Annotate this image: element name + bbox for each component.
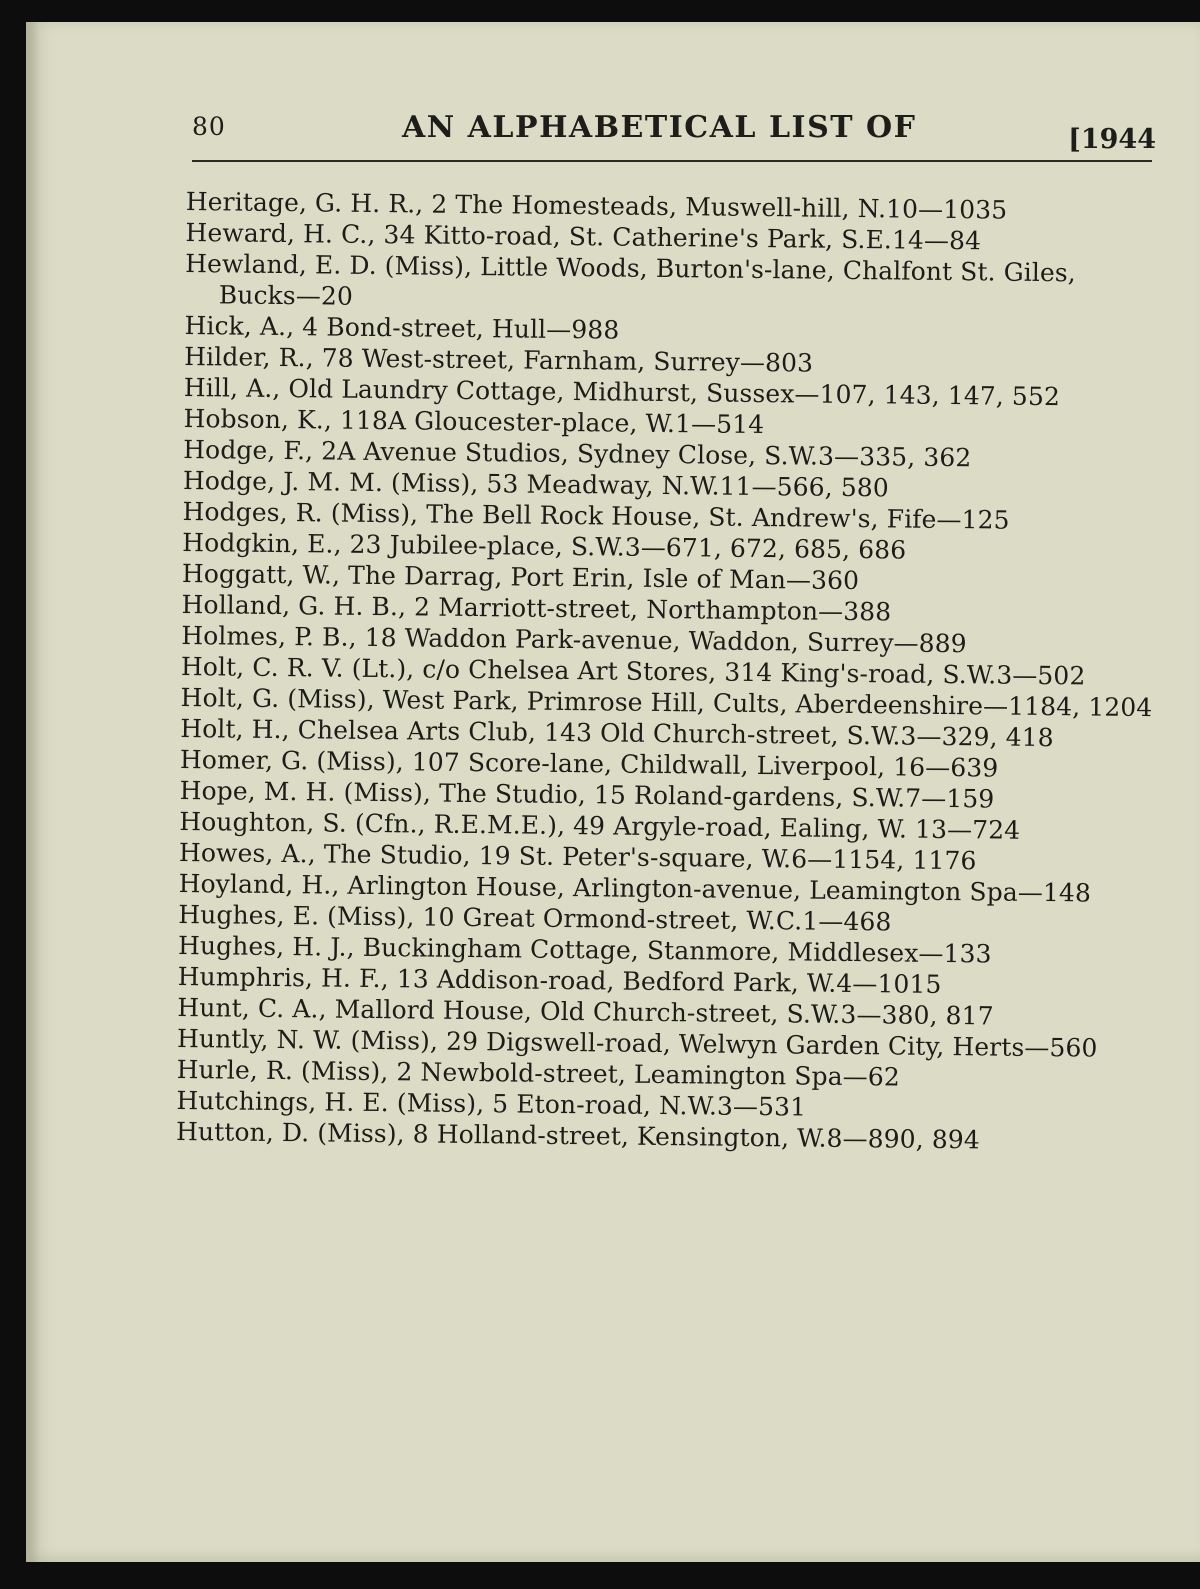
list-entry: Holland, G. H. B., 2 Marriott-street, Northampton—388 (181, 589, 892, 627)
list-entry: Hutchings, H. E. (Miss), 5 Eton-road, N.W.3—531 (176, 1085, 807, 1122)
header-rule (192, 160, 1152, 162)
list-entry: Holt, C. R. V. (Lt.), c/o Chelsea Art Stores, 314 King's-road, S.W.3—502 (180, 651, 1086, 691)
page-header (192, 108, 1158, 160)
list-entry: Hill, A., Old Laundry Cottage, Midhurst, Sussex—107, 143, 147, 552 (183, 372, 1061, 412)
running-title: AN ALPHABETICAL LIST OF (402, 110, 917, 145)
list-entry: Holt, G. (Miss), West Park, Primrose Hill, Cults, Aberdeenshire—1184, 1204 (180, 682, 1153, 723)
list-entry: Hodge, J. M. M. (Miss), 53 Meadway, N.W.11—566, 580 (182, 465, 889, 503)
list-entry: Hilder, R., 78 West-street, Farnham, Surrey—803 (184, 341, 814, 378)
list-entry: Hughes, E. (Miss), 10 Great Ormond-street, W.C.1—468 (178, 899, 892, 937)
list-entry: Heritage, G. H. R., 2 The Homesteads, Muswell-hill, N.10—1035 (185, 186, 1008, 225)
list-entry: Hodge, F., 2A Avenue Studios, Sydney Close, S.W.3—335, 362 (183, 434, 972, 473)
list-entry: Howes, A., The Studio, 19 St. Peter's-square, W.6—1154, 1176 (178, 837, 977, 876)
list-entry: Hope, M. H. (Miss), The Studio, 15 Roland-gardens, S.W.7—159 (179, 775, 995, 814)
list-entry: Huntly, N. W. (Miss), 29 Digswell-road, Welwyn Garden City, Herts—560 (176, 1023, 1098, 1063)
list-entry: Hodges, R. (Miss), The Bell Rock House, St. Andrew's, Fife—125 (182, 496, 1010, 535)
page-gutter-shadow (26, 22, 40, 1562)
list-entry: Homer, G. (Miss), 107 Score-lane, Childwall, Liverpool, 16—639 (179, 744, 999, 783)
list-entry: Hurle, R. (Miss), 2 Newbold-street, Leamington Spa—62 (176, 1054, 900, 1092)
list-entry: Hutton, D. (Miss), 8 Holland-street, Kensington, W.8—890, 894 (175, 1116, 980, 1155)
list-entry: Humphris, H. F., 13 Addison-road, Bedford Park, W.4—1015 (177, 961, 942, 999)
list-entry: Hick, A., 4 Bond-street, Hull—988 (184, 310, 620, 345)
year-mark: [1944 (1068, 124, 1156, 155)
list-entry: Holt, H., Chelsea Arts Club, 143 Old Church-street, S.W.3—329, 418 (180, 713, 1054, 753)
list-entry: Holmes, P. B., 18 Waddon Park-avenue, Waddon, Surrey—889 (181, 620, 967, 659)
artist-list (176, 186, 1158, 1157)
list-entry: Hodgkin, E., 23 Jubilee-place, S.W.3—671, 672, 685, 686 (182, 527, 907, 565)
list-entry: Heward, H. C., 34 Kitto-road, St. Catherine's Park, S.E.14—84 (185, 217, 982, 256)
list-entry: Hoyland, H., Arlington House, Arlington-avenue, Leamington Spa—148 (178, 868, 1092, 908)
list-entry: Houghton, S. (Cfn., R.E.M.E.), 49 Argyle-road, Ealing, W. 13—724 (179, 806, 1021, 845)
list-entry: Hewland, E. D. (Miss), Little Woods, Burton's-lane, Chalfont St. Giles, Bucks—20 (185, 248, 1076, 311)
list-entry: Hobson, K., 118A Gloucester-place, W.1—514 (183, 403, 765, 440)
list-entry: Hunt, C. A., Mallord House, Old Church-street, S.W.3—380, 817 (177, 992, 994, 1031)
list-entry: Hoggatt, W., The Darrag, Port Erin, Isle of Man—360 (181, 558, 860, 596)
list-entry: Hughes, H. J., Buckingham Cottage, Stanmore, Middlesex—133 (177, 930, 992, 969)
page-number: 80 (192, 112, 226, 141)
